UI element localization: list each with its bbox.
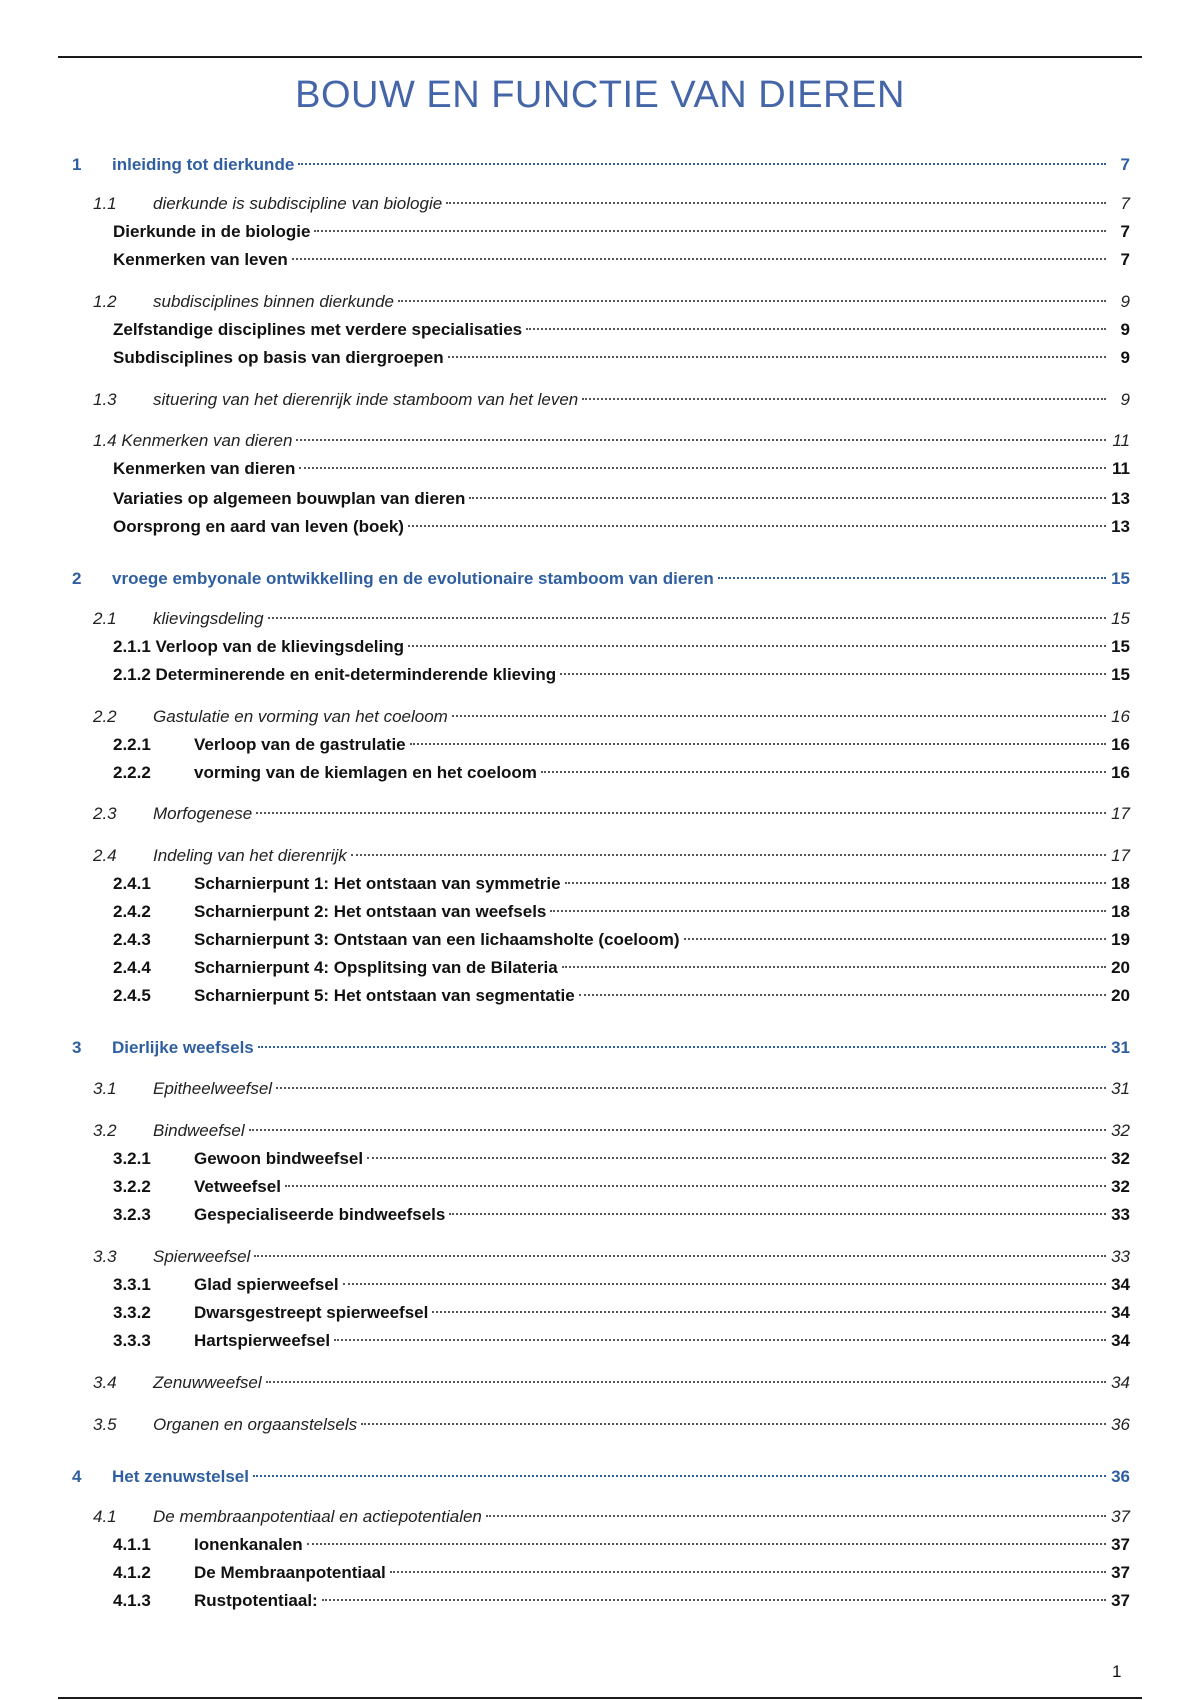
dot-leader [276, 1087, 1106, 1089]
toc-entry-page: 34 [1111, 1331, 1130, 1350]
toc-entry-section[interactable] [0, 289, 1200, 315]
dot-leader [579, 994, 1106, 996]
toc-entry-page: 32 [1111, 1177, 1130, 1196]
toc-entry-section[interactable] [0, 843, 1200, 869]
toc-entry-number: 2.2.1 [113, 735, 151, 754]
dot-leader [541, 771, 1106, 773]
toc-entry-section[interactable] [0, 606, 1200, 632]
dot-leader [526, 328, 1106, 330]
toc-entry-sub[interactable] [0, 247, 1200, 273]
toc-entry-label: De membraanpotentiaal en actiepotentialen [153, 1507, 482, 1526]
dot-leader [361, 1423, 1106, 1425]
dot-leader [560, 673, 1106, 675]
toc-entry-number: 3.2.1 [113, 1149, 151, 1168]
toc-entry-number: 1.1 [93, 194, 117, 213]
toc-entry-page: 9 [1120, 292, 1130, 311]
toc-entry-label: Zenuwweefsel [153, 1373, 262, 1392]
toc-entry-sub[interactable] [0, 486, 1200, 512]
toc-entry-label: Ionenkanalen [194, 1535, 303, 1554]
toc-entry-label: Organen en orgaanstelsels [153, 1415, 358, 1434]
toc-entry-page: 15 [1111, 637, 1130, 656]
toc-entry-label: Gespecialiseerde bindweefsels [194, 1205, 446, 1224]
toc-entry-sub[interactable] [0, 1272, 1200, 1298]
toc-entry-chapter[interactable] [0, 152, 1200, 178]
toc-entry-page: 16 [1111, 735, 1130, 754]
dot-leader [314, 230, 1106, 232]
toc-entry-number: 4 [72, 1467, 82, 1486]
toc-entry-sub[interactable] [0, 1532, 1200, 1558]
toc-entry-number: 4.1.1 [113, 1535, 151, 1554]
toc-entry-page: 11 [1112, 431, 1130, 450]
toc-entry-label: Dierlijke weefsels [112, 1038, 254, 1057]
toc-entry-sub[interactable] [0, 983, 1200, 1009]
toc-entry-page: 9 [1120, 390, 1130, 409]
toc-entry-label: Subdisciplines op basis van diergroepen [113, 348, 444, 367]
toc-entry-page: 32 [1111, 1149, 1130, 1168]
toc-entry-sub[interactable] [0, 514, 1200, 540]
toc-entry-sub[interactable] [0, 634, 1200, 660]
toc-entry-label: vroege embyonale ontwikkelling en de evolutionaire stamboom van dieren [112, 569, 714, 588]
toc-entry-sub[interactable] [0, 955, 1200, 981]
dot-leader [408, 525, 1106, 527]
toc-entry-number: 2.4.5 [113, 986, 151, 1005]
toc-entry-section[interactable] [0, 704, 1200, 730]
toc-entry-number: 3 [72, 1038, 82, 1057]
toc-entry-sub[interactable] [0, 871, 1200, 897]
top-rule [58, 56, 1142, 58]
toc-entry-label: 1.4 Kenmerken van dieren [93, 431, 293, 450]
toc-entry-label: inleiding tot dierkunde [112, 155, 295, 174]
toc-entry-page: 17 [1111, 846, 1130, 865]
toc-entry-label: Glad spierweefsel [194, 1275, 339, 1294]
dot-leader [486, 1515, 1106, 1517]
document-title: BOUW EN FUNCTIE VAN DIEREN [295, 74, 905, 116]
toc-entry-number: 2.4 [93, 846, 117, 865]
dot-leader [292, 258, 1106, 260]
toc-entry-section[interactable] [0, 387, 1200, 413]
toc-entry-section[interactable] [0, 801, 1200, 827]
toc-entry-page: 7 [1120, 194, 1130, 213]
toc-entry-number: 2 [72, 569, 82, 588]
toc-entry-label: Hartspierweefsel [194, 1331, 331, 1350]
toc-entry-label: Rustpotentiaal: [194, 1591, 318, 1610]
dot-leader [582, 398, 1106, 400]
toc-entry-sub[interactable] [0, 760, 1200, 786]
dot-leader [296, 439, 1106, 441]
dot-leader [684, 938, 1106, 940]
dot-leader [343, 1283, 1106, 1285]
toc-entry-label: subdisciplines binnen dierkunde [153, 292, 394, 311]
toc-entry-section[interactable] [0, 1412, 1200, 1438]
bottom-rule [58, 1697, 1142, 1699]
toc-entry-number: 2.4.2 [113, 902, 151, 921]
toc-entry-label: Scharnierpunt 1: Het ontstaan van symmetrie [194, 874, 561, 893]
page-number: 1 [1112, 1662, 1122, 1681]
toc-entry-section[interactable] [0, 428, 1200, 454]
toc-entry-label: Kenmerken van leven [113, 250, 288, 269]
toc-entry-number: 3.4 [93, 1373, 117, 1392]
dot-leader [322, 1599, 1106, 1601]
toc-entry-label: vorming van de kiemlagen en het coeloom [194, 763, 537, 782]
toc-entry-page: 37 [1111, 1591, 1130, 1610]
dot-leader [562, 966, 1106, 968]
toc-entry-label: 2.1.2 Determinerende en enit-determinderende klieving [113, 665, 557, 684]
toc-entry-label: Bindweefsel [153, 1121, 245, 1140]
toc-entry-label: Epitheelweefsel [153, 1079, 273, 1098]
toc-entry-page: 20 [1111, 958, 1130, 977]
dot-leader [268, 617, 1106, 619]
toc-entry-page: 9 [1120, 320, 1130, 339]
toc-entry-label: Dwarsgestreept spierweefsel [194, 1303, 429, 1322]
toc-entry-page: 37 [1111, 1535, 1130, 1554]
toc-entry-page: 13 [1111, 517, 1130, 536]
toc-entry-sub[interactable] [0, 662, 1200, 688]
toc-entry-section[interactable] [0, 1244, 1200, 1270]
toc-entry-number: 4.1 [93, 1507, 117, 1526]
toc-entry-page: 7 [1120, 250, 1130, 269]
toc-entry-sub[interactable] [0, 899, 1200, 925]
toc-entry-label: Kenmerken van dieren [113, 459, 296, 478]
dot-leader [398, 300, 1106, 302]
dot-leader [351, 854, 1106, 856]
toc-entry-number: 3.2.2 [113, 1177, 151, 1196]
toc-entry-label: Scharnierpunt 5: Het ontstaan van segmentatie [194, 986, 575, 1005]
toc-entry-number: 2.4.4 [113, 958, 151, 977]
toc-entry-sub[interactable] [0, 1560, 1200, 1586]
toc-entry-sub[interactable] [0, 1328, 1200, 1354]
toc-entry-section[interactable] [0, 1076, 1200, 1102]
toc-entry-page: 36 [1111, 1415, 1130, 1434]
toc-entry-sub[interactable] [0, 1146, 1200, 1172]
toc-entry-sub[interactable] [0, 927, 1200, 953]
toc-entry-page: 18 [1111, 902, 1130, 921]
toc-entry-number: 1 [72, 155, 82, 174]
dot-leader [298, 163, 1106, 165]
dot-leader [718, 577, 1106, 579]
toc-entry-label: Variaties op algemeen bouwplan van dieren [113, 489, 466, 508]
toc-entry-sub[interactable] [0, 317, 1200, 343]
dot-leader [256, 812, 1106, 814]
toc-entry-page: 18 [1111, 874, 1130, 893]
dot-leader [550, 910, 1106, 912]
toc-entry-label: Zelfstandige disciplines met verdere specialisaties [113, 320, 523, 339]
toc-entry-number: 3.3 [93, 1247, 117, 1266]
toc-entry-page: 11 [1112, 459, 1130, 478]
toc-entry-number: 1.2 [93, 292, 117, 311]
toc-entry-label: Gastulatie en vorming van het coeloom [153, 707, 448, 726]
dot-leader [258, 1046, 1106, 1048]
toc-entry-page: 32 [1111, 1121, 1130, 1140]
toc-entry-page: 34 [1111, 1373, 1130, 1392]
dot-leader [307, 1543, 1106, 1545]
toc-entry-label: Scharnierpunt 4: Opsplitsing van de Bilateria [194, 958, 558, 977]
toc-entry-number: 4.1.3 [113, 1591, 151, 1610]
toc-entry-page: 31 [1111, 1079, 1130, 1098]
toc-entry-label: Morfogenese [153, 804, 253, 823]
toc-entry-page: 13 [1111, 489, 1130, 508]
toc-entry-sub[interactable] [0, 345, 1200, 371]
toc-entry-page: 9 [1120, 348, 1130, 367]
dot-leader [410, 743, 1106, 745]
dot-leader [266, 1381, 1106, 1383]
toc-entry-label: Indeling van het dierenrijk [153, 846, 347, 865]
dot-leader [299, 467, 1106, 469]
toc-entry-number: 3.2.3 [113, 1205, 151, 1224]
toc-entry-label: 2.1.1 Verloop van de klievingsdeling [113, 637, 404, 656]
toc-entry-label: Scharnierpunt 2: Het ontstaan van weefsels [194, 902, 547, 921]
toc-entry-page: 37 [1111, 1507, 1130, 1526]
toc-entry-label: klievingsdeling [153, 609, 264, 628]
toc-entry-page: 34 [1111, 1303, 1130, 1322]
toc-entry-page: 16 [1111, 707, 1130, 726]
toc-entry-page: 16 [1111, 763, 1130, 782]
toc-entry-number: 2.4.1 [113, 874, 151, 893]
toc-entry-page: 20 [1111, 986, 1130, 1005]
toc-entry-label: Verloop van de gastrulatie [194, 735, 406, 754]
toc-entry-sub[interactable] [0, 1588, 1200, 1614]
toc-entry-page: 19 [1111, 930, 1130, 949]
toc-entry-page: 36 [1111, 1467, 1130, 1486]
dot-leader [408, 645, 1106, 647]
dot-leader [249, 1129, 1106, 1131]
toc-entry-section[interactable] [0, 1504, 1200, 1530]
toc-entry-number: 1.3 [93, 390, 117, 409]
toc-entry-chapter[interactable] [0, 1464, 1200, 1490]
toc-entry-number: 3.2 [93, 1121, 117, 1140]
toc-entry-number: 3.1 [93, 1079, 117, 1098]
toc-entry-label: De Membraanpotentiaal [194, 1563, 386, 1582]
toc-entry-sub[interactable] [0, 732, 1200, 758]
toc-entry-number: 2.2.2 [113, 763, 151, 782]
toc-entry-page: 15 [1111, 609, 1130, 628]
dot-leader [469, 497, 1106, 499]
toc-entry-number: 2.2 [93, 707, 117, 726]
toc-entry-page: 15 [1111, 665, 1130, 684]
toc-entry-label: Gewoon bindweefsel [194, 1149, 364, 1168]
toc-entry-sub[interactable] [0, 1174, 1200, 1200]
toc-entry-chapter[interactable] [0, 566, 1200, 592]
toc-entry-label: Oorsprong en aard van leven (boek) [113, 517, 404, 536]
toc-entry-page: 7 [1120, 222, 1130, 241]
toc-entry-label: situering van het dierenrijk inde stamboom van het leven [153, 390, 579, 409]
dot-leader [448, 356, 1106, 358]
toc-entry-label: Het zenuwstelsel [112, 1467, 249, 1486]
toc-entry-label: Spierweefsel [153, 1247, 251, 1266]
dot-leader [565, 882, 1106, 884]
dot-leader [253, 1475, 1106, 1477]
toc-entry-section[interactable] [0, 191, 1200, 217]
dot-leader [449, 1213, 1106, 1215]
toc-entry-sub[interactable] [0, 456, 1200, 482]
toc-entry-page: 17 [1111, 804, 1130, 823]
dot-leader [254, 1255, 1106, 1257]
toc-entry-number: 3.3.1 [113, 1275, 151, 1294]
toc-entry-label: dierkunde is subdiscipline van biologie [153, 194, 443, 213]
toc-entry-page: 34 [1111, 1275, 1130, 1294]
toc-entry-number: 3.5 [93, 1415, 117, 1434]
toc-entry-number: 3.3.3 [113, 1331, 151, 1350]
toc-entry-page: 33 [1111, 1247, 1130, 1266]
toc-entry-page: 7 [1120, 155, 1130, 174]
toc-entry-number: 4.1.2 [113, 1563, 151, 1582]
dot-leader [390, 1571, 1106, 1573]
dot-leader [367, 1157, 1106, 1159]
toc-entry-number: 3.3.2 [113, 1303, 151, 1322]
toc-entry-chapter[interactable] [0, 1035, 1200, 1061]
toc-entry-number: 2.1 [93, 609, 117, 628]
toc-entry-page: 33 [1111, 1205, 1130, 1224]
toc-entry-number: 2.3 [93, 804, 117, 823]
toc-entry-page: 15 [1111, 569, 1130, 588]
toc-entry-label: Scharnierpunt 3: Ontstaan van een lichaamsholte (coeloom) [194, 930, 680, 949]
dot-leader [446, 202, 1106, 204]
toc-entry-label: Vetweefsel [194, 1177, 281, 1196]
dot-leader [334, 1339, 1106, 1341]
toc-entry-sub[interactable] [0, 1202, 1200, 1228]
toc-entry-page: 37 [1111, 1563, 1130, 1582]
toc-entry-number: 2.4.3 [113, 930, 151, 949]
dot-leader [285, 1185, 1106, 1187]
toc-entry-section[interactable] [0, 1118, 1200, 1144]
toc-entry-label: Dierkunde in de biologie [113, 222, 311, 241]
toc-entry-page: 31 [1111, 1038, 1130, 1057]
toc-entry-sub[interactable] [0, 219, 1200, 245]
dot-leader [432, 1311, 1106, 1313]
dot-leader [452, 715, 1106, 717]
toc-entry-sub[interactable] [0, 1300, 1200, 1326]
toc-entry-section[interactable] [0, 1370, 1200, 1396]
